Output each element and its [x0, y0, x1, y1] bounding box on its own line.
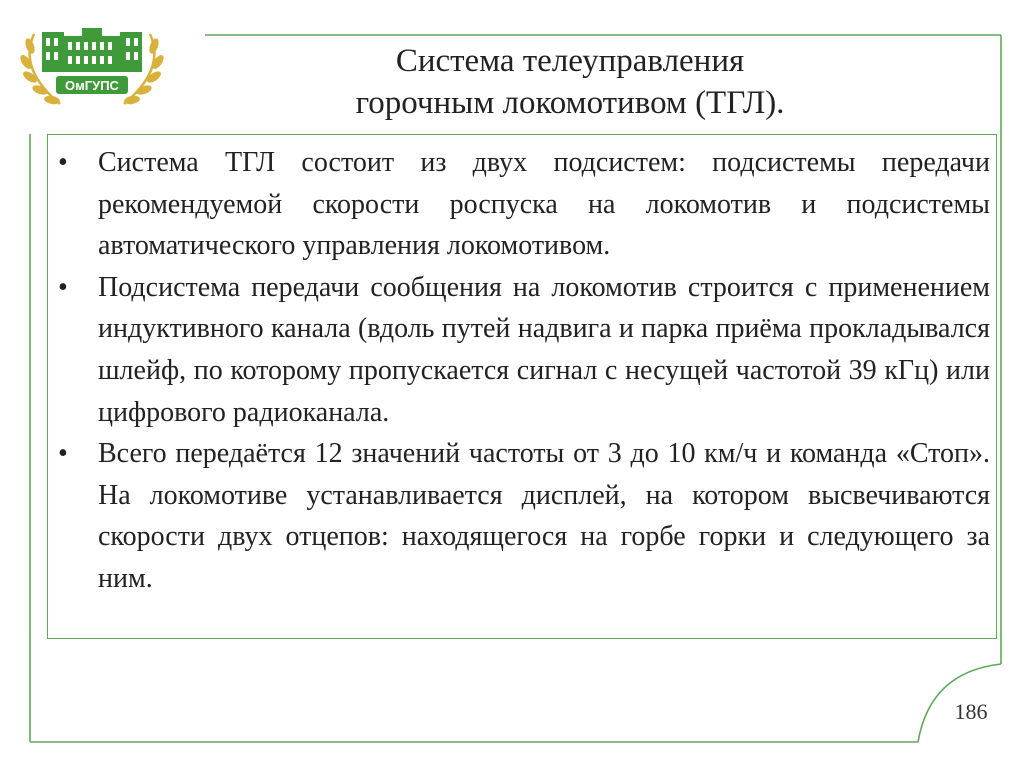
bullet-item [58, 142, 990, 267]
slide-title [300, 40, 840, 124]
bullet-marker: • [58, 147, 68, 178]
bullet-text: Подсистема передачи сообщения на локомотив строится с применением индуктивного канала (вдоль путей надвига и парка приёма прокладывался шлейф, по которому пропускается сигнал с несущей частотой 39 кГц) или цифрового радиоканала. [98, 271, 990, 428]
omgups-logo [12, 14, 172, 114]
title-line-1: Система телеуправления [395, 43, 745, 79]
page-number: 186 [954, 699, 988, 724]
bullet-item [58, 433, 990, 599]
title-line-2: горочным локомотивом (ТГЛ). [355, 85, 785, 121]
bullet-item [58, 267, 990, 433]
bullet-marker: • [58, 438, 68, 470]
bullet-text: Система ТГЛ состоит из двух подсистем: подсистемы передачи рекомендуемой скорости роспуска на локомотив и подсистемы автоматического управления локомотивом. [98, 147, 990, 262]
logo-text: ОмГУПС [65, 78, 119, 93]
bullet-text: Всего передаётся 12 значений частоты от 3 до 10 км/ч и команда «Стоп». На локомотиве устанавливается дисплей, на котором высвечиваются скорости двух отцепов: находящегося на горбе горки и следующего за ним. [98, 438, 990, 594]
bullet-marker: • [58, 271, 68, 303]
bullet-list [58, 142, 990, 600]
